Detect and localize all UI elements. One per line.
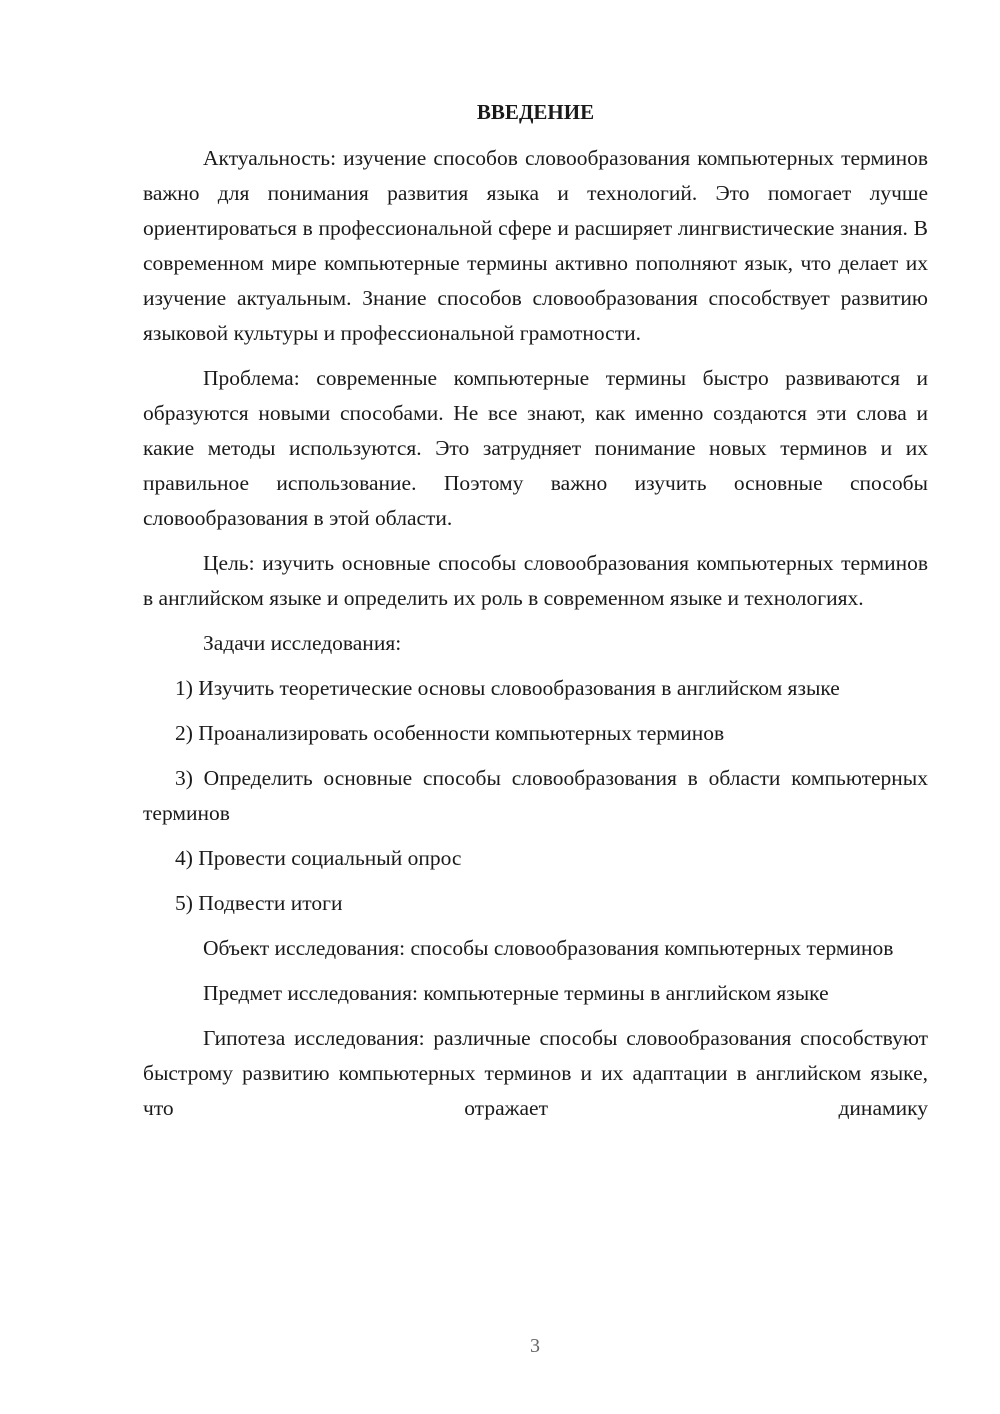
problem-paragraph: Проблема: современные компьютерные термины быстро развиваются и образуются новыми способами. Не все знают, как именно создаются эти слова и какие методы используются. Это затрудняет понимание новых терминов и их правильное использование. Поэтому важно изучить основные способы словообразования в этой области.	[143, 366, 928, 530]
goal-paragraph: Цель: изучить основные способы словообразования компьютерных терминов в английском языке и определить их роль в современном языке и технологиях.	[143, 551, 928, 610]
subject-paragraph: Предмет исследования: компьютерные термины в английском языке	[203, 981, 829, 1005]
page-content	[143, 95, 928, 1136]
object-paragraph: Объект исследования: способы словообразования компьютерных терминов	[203, 936, 894, 960]
page-number: 3	[530, 1335, 540, 1357]
section-title: ВВЕДЕНИЕ	[476, 100, 595, 124]
tasks-label: Задачи исследования:	[203, 631, 402, 655]
relevance-paragraph: Актуальность: изучение способов словообразования компьютерных терминов важно для понимания развития языка и технологий. Это помогает лучше ориентироваться в профессиональной сфере и расширяет лингвистические знания. В современном мире компьютерные термины активно пополняют язык, что делает их изучение актуальным. Знание способов словообразования способствует развитию языковой культуры и профессиональной грамотности.	[143, 146, 928, 345]
task-item: 3) Определить основные способы словообразования в области компьютерных терминов	[143, 766, 928, 825]
hypothesis-paragraph: Гипотеза исследования: различные способы словообразования способствуют быстрому развитию компьютерных терминов и их адаптации в английском языке, что отражает динамику	[143, 1026, 928, 1120]
task-item: 1) Изучить теоретические основы словообразования в английском языке	[175, 676, 840, 700]
task-item: 4) Провести социальный опрос	[175, 846, 462, 870]
task-item: 5) Подвести итоги	[175, 891, 343, 915]
task-item: 2) Проанализировать особенности компьютерных терминов	[175, 721, 725, 745]
